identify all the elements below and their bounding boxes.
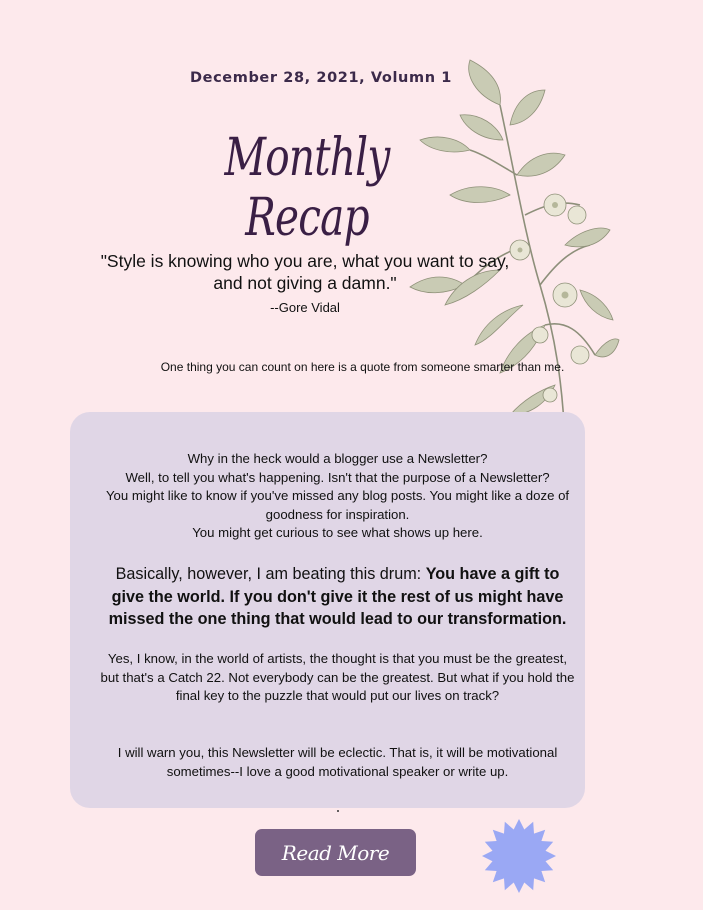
divider-dot [337, 810, 339, 812]
page-title: Monthly Recap [224, 128, 390, 248]
intro-line: Why in the heck would a blogger use a Newsletter? [187, 451, 488, 466]
key-message-bold: You have a gift to give the world. If you don't give it the rest of us might have missed the one thing that would lead to our transformation. [108, 565, 567, 628]
intro-line: You might like to know if you've missed any blog posts. You might like a doze of goodness for inspiration. [105, 488, 570, 522]
quote-author: --Gore Vidal [270, 300, 340, 315]
body-paragraph: I will warn you, this Newsletter will be eclectic. That is, it will be motivational sometimes--I love a good motivational speaker or write up. [117, 745, 558, 779]
issue-date: December 28, 2021, Volumn 1 [190, 70, 452, 86]
intro-text [100, 450, 575, 543]
key-message [100, 563, 575, 631]
intro-line: Well, to tell you what's happening. Isn't that the purpose of a Newsletter? [125, 469, 550, 485]
featured-quote: "Style is knowing who you are, what you want to say, and not giving a damn." [100, 251, 510, 293]
read-more-button[interactable]: Read More [255, 829, 416, 876]
starburst-icon [481, 818, 557, 894]
tagline: One thing you can count on here is a quote from someone smarter than me. [160, 360, 565, 374]
intro-line: You might get curious to see what shows up here. [192, 525, 483, 541]
key-message-lead: Basically, however, I am beating this drum: [115, 565, 426, 583]
body-paragraph: Yes, I know, in the world of artists, the thought is that you must be the greatest, but that's a Catch 22. Not everybody can be the greatest. But what if you hold the final key to the puzzle that would put our lives on track? [100, 651, 575, 704]
